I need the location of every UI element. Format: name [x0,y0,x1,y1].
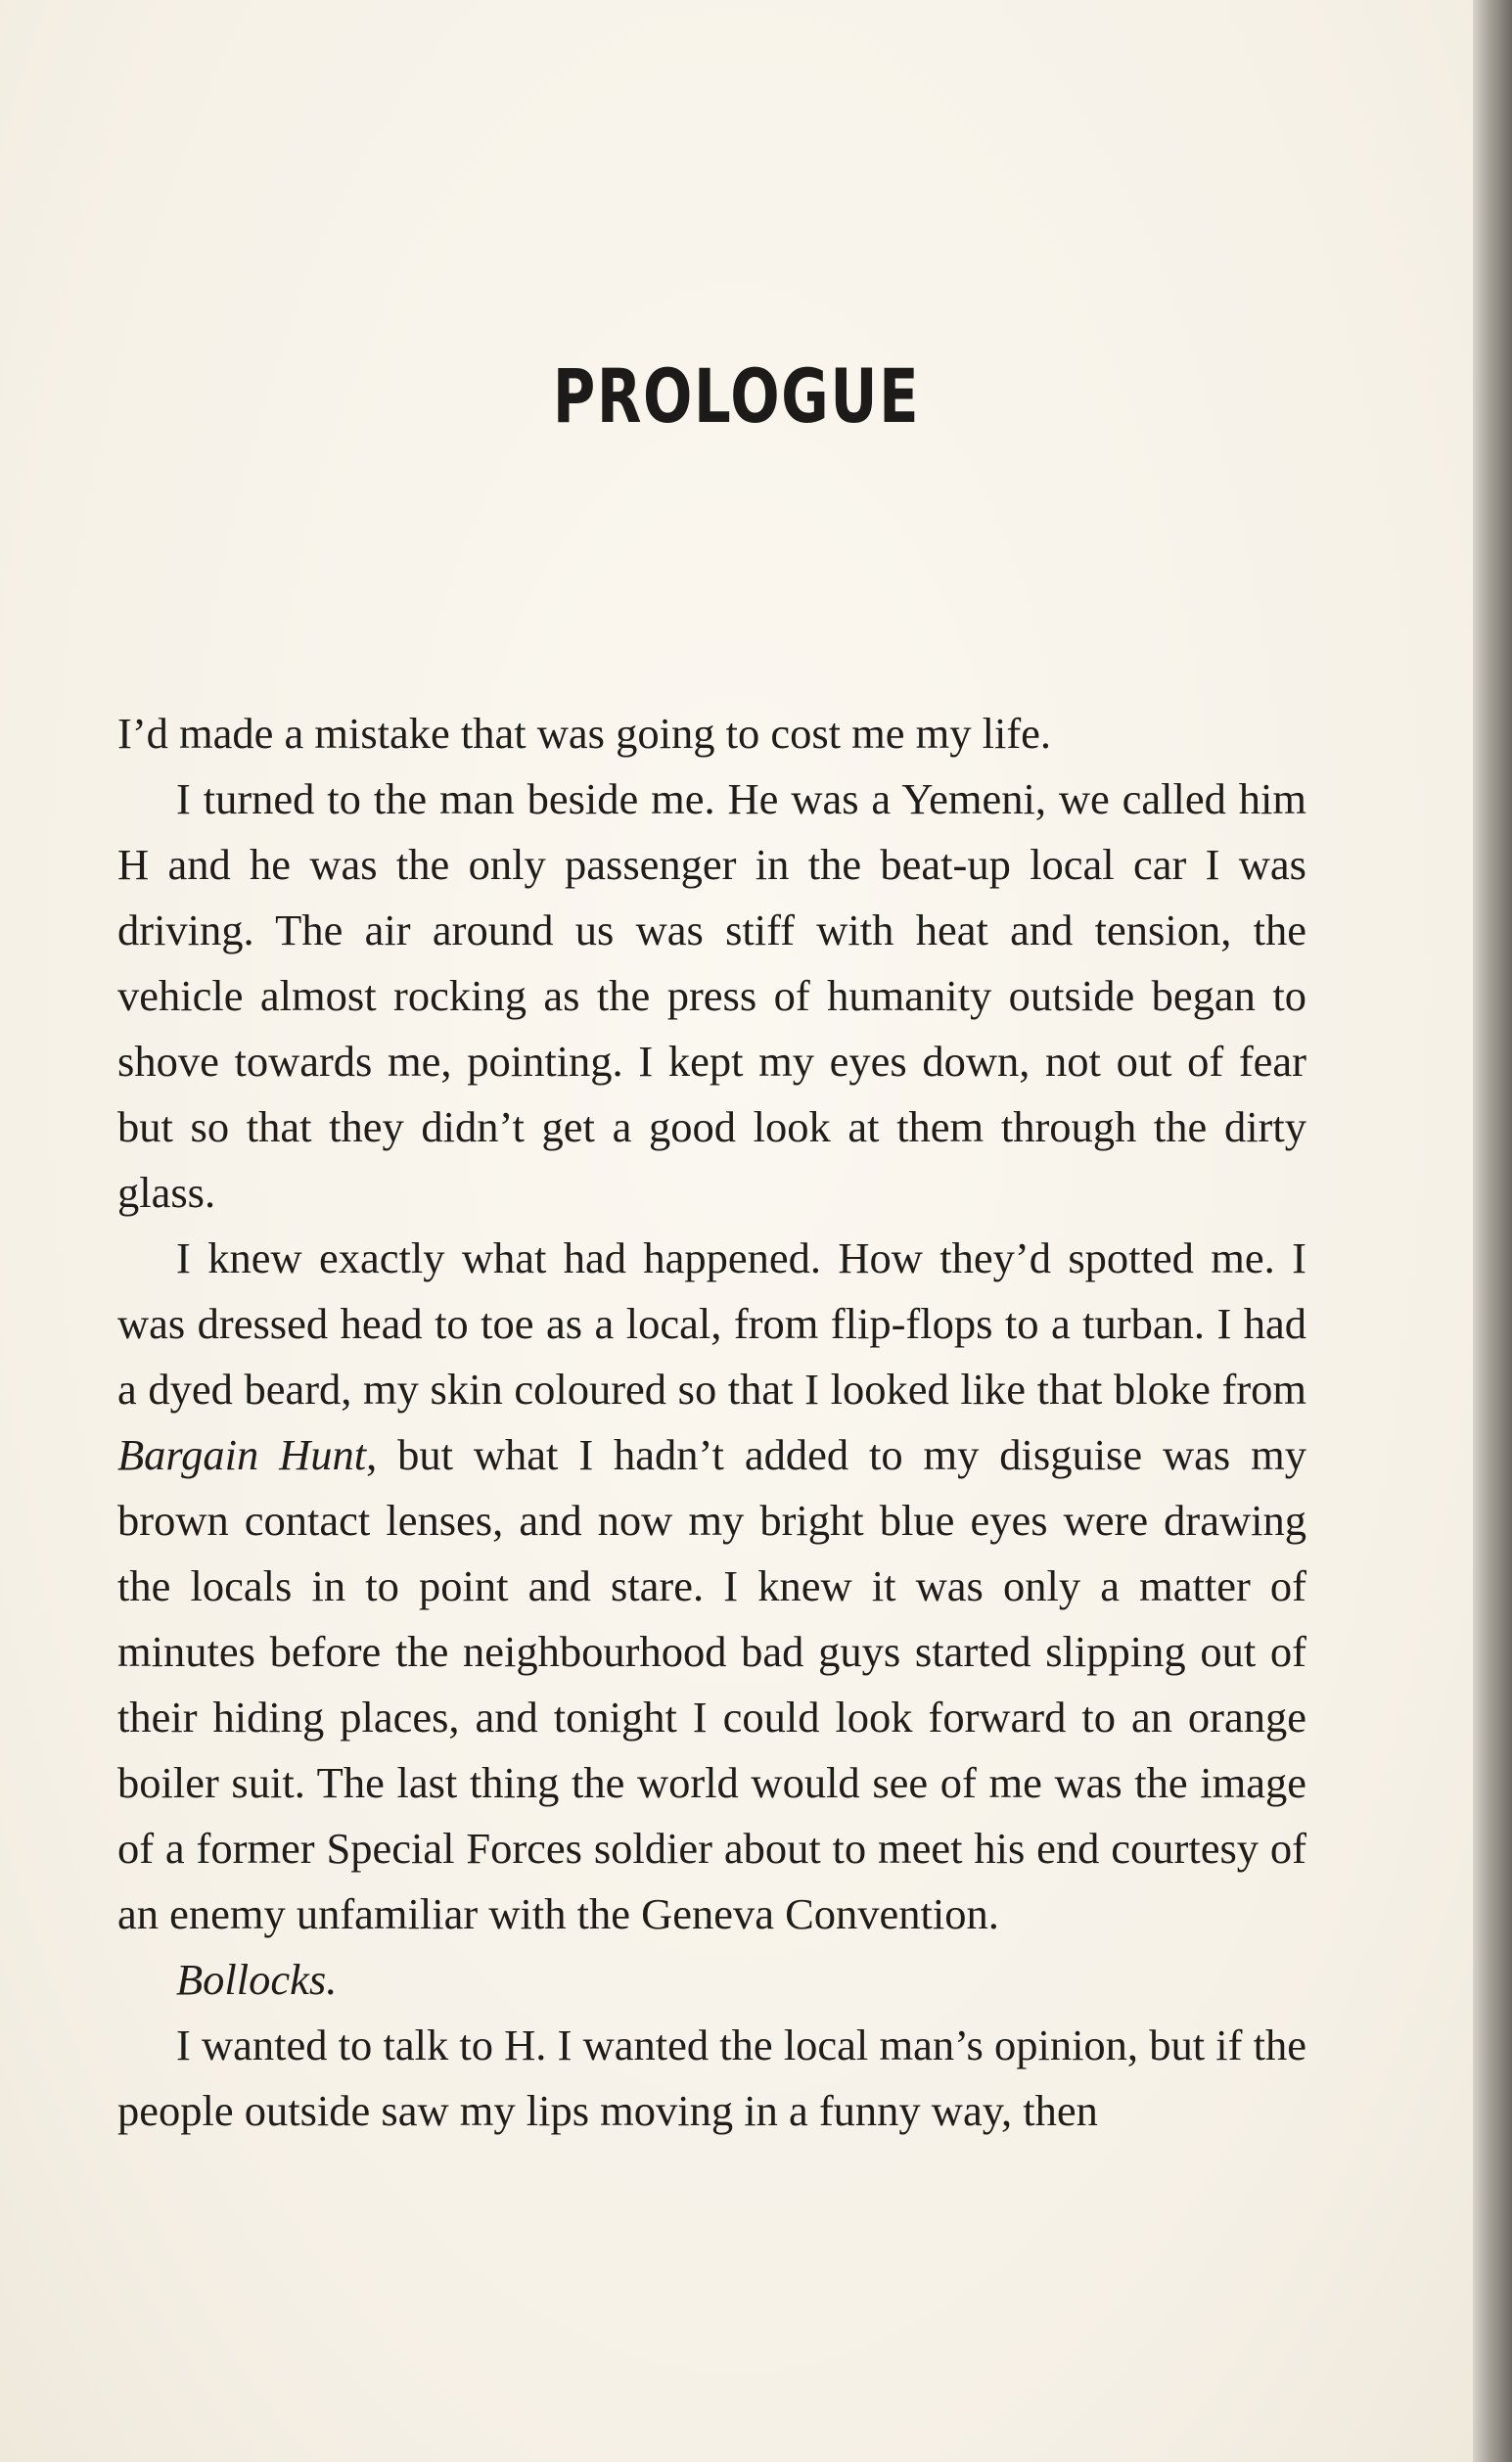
paragraph: I’d made a mistake that was going to cost me my life. [117,709,1052,758]
paragraph: I wanted to talk to H. I wanted the local man’s opinion, but if the people outside saw my lips moving in a funny way, then [117,2021,1306,2135]
paragraph [117,1226,1306,1947]
italic-thought: Bollocks. [176,1955,338,2004]
chapter-title: PROLOGUE [552,352,921,440]
paragraph [117,1947,1306,2013]
paragraph-text: , but what I hadn’t added to my disguise was my brown contact lenses, and now my bright blue eyes were drawing the locals in to point and stare. I knew it was only a matter of minutes before the neighbourhood bad guys started slipping out of their hiding places, and tonight I could look forward to an orange boiler suit. The last thing the world would see of me was the image of a former Special Forces soldier about to meet his end courtesy of an enemy unfamiliar with the Geneva Convention. [117,1430,1306,1938]
paragraph: I turned to the man beside me. He was a Yemeni, we called him H and he was the only passenger in the beat-up local car I was driving. The air around us was stiff with heat and tension, the vehicle almost rocking as the press of humanity outside began to shove towards me, pointing. I kept my eyes down, not out of fear but so that they didn’t get a good look at them through the dirty glass. [117,774,1306,1217]
body-text [117,701,1306,2144]
italic-title: Bargain Hunt [117,1430,367,1479]
paragraph-text: I knew exactly what had happened. How they’d spotted me. I was dressed head to toe as a local, from flip-flops to a turban. I had a dyed beard, my skin coloured so that I looked like that bloke from [117,1233,1306,1414]
page-edge [1473,0,1512,2462]
